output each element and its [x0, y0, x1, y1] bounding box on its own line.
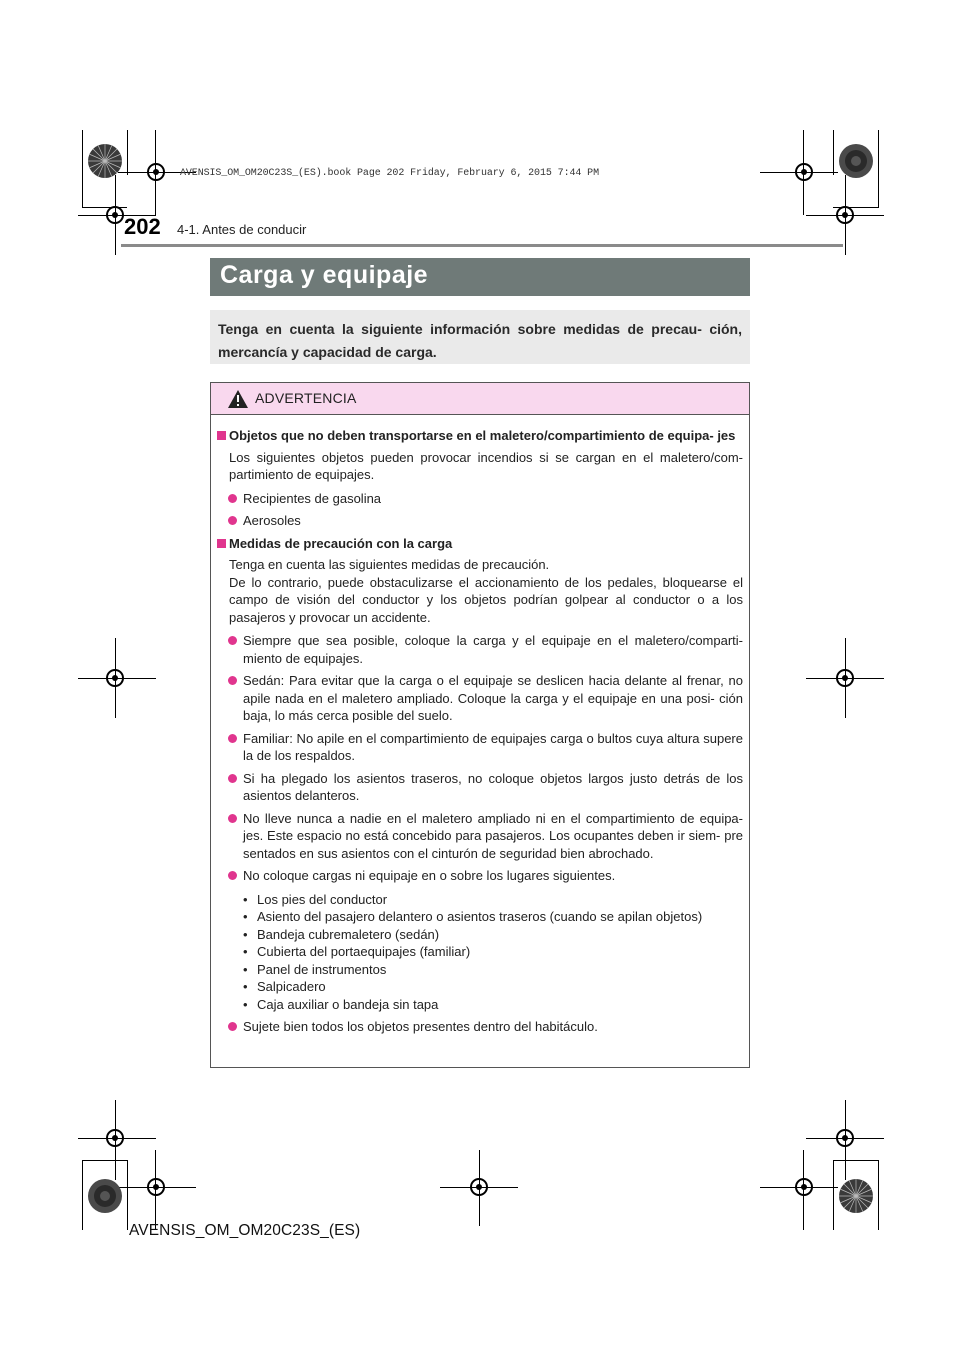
intro-box: [210, 310, 750, 364]
footer-document-code: AVENSIS_OM_OM20C23S_(ES): [129, 1222, 361, 1239]
registration-mark-icon: [830, 1123, 860, 1153]
list-item: [211, 810, 749, 863]
warning-triangle-icon: [227, 389, 249, 409]
list-item-text: Sujete bien todos los objetos presentes dentro del habitáculo.: [243, 1019, 598, 1034]
registration-mark-icon: [141, 1172, 171, 1202]
warning-label: ADVERTENCIA: [255, 390, 357, 406]
round-bullet-icon: [228, 774, 237, 783]
intro-text: Tenga en cuenta la siguiente información sobre medidas de precau- ción, mercancía y capacidad de carga.: [218, 321, 742, 360]
list-item: [211, 632, 749, 667]
round-bullet-icon: [228, 516, 237, 525]
list-item: [211, 672, 749, 725]
list-item: [211, 1018, 749, 1036]
print-info-line: AVENSIS_OM_OM20C23S_(ES).book Page 202 Friday, February 6, 2015 7:44 PM: [180, 168, 599, 179]
warning-header: [211, 383, 749, 415]
round-bullet-icon: [228, 871, 237, 880]
page-number: 202: [124, 214, 161, 239]
list-item-text: Recipientes de gasolina: [243, 490, 382, 506]
round-bullet-icon: [228, 814, 237, 823]
square-bullet-icon: [217, 431, 226, 440]
sub-list-item: • Asiento del pasajero delantero o asientos traseros (cuando se apilan objetos): [211, 908, 749, 926]
registration-mark-icon: [830, 663, 860, 693]
registration-mark-icon: [100, 1123, 130, 1153]
sub-list-item: • Cubierta del portaequipajes (familiar): [211, 943, 749, 961]
registration-mark-icon: [464, 1172, 494, 1202]
page-title-bar: [210, 258, 750, 296]
registration-mark-icon: [141, 157, 171, 187]
list-item: [211, 770, 749, 805]
header-rule: [121, 244, 843, 247]
registration-mark-icon: [789, 1172, 819, 1202]
warning-section-title: Medidas de precaución con la carga: [229, 535, 453, 551]
color-rosette-icon: [838, 1178, 874, 1214]
square-bullet-icon: [217, 539, 226, 548]
warning-paragraph: De lo contrario, puede obstaculizarse el accionamiento de los pedales, bloquearse el campo de visión del conductor y los objetos podrían golpear al conductor o a los pasajeros y provocar un accidente.: [229, 574, 743, 625]
sub-list-item: • Caja auxiliar o bandeja sin tapa: [211, 996, 749, 1014]
sub-list-item: • Panel de instrumentos: [211, 961, 749, 979]
list-item-text: Sedán: Para evitar que la carga o el equipaje se deslicen hacia delante al frenar, no apile nada en el maletero ampliado. Coloque la carga y el equipaje en una posi- ción baja, lo más cerca posible del suelo.: [243, 673, 743, 723]
round-bullet-icon: [228, 676, 237, 685]
warning-paragraph: Los siguientes objetos pueden provocar incendios si se cargan en el maletero/com- partimiento de equipajes.: [229, 449, 743, 482]
list-item: [211, 490, 749, 508]
list-item-text: Siempre que sea posible, coloque la carga y el equipaje en el maletero/comparti- miento de equipajes.: [243, 633, 743, 666]
section-label: 4-1. Antes de conducir: [177, 222, 307, 237]
registration-mark-icon: [789, 157, 819, 187]
list-item: [211, 730, 749, 765]
page-title: Carga y equipaje: [220, 261, 429, 289]
sub-list-item: • Salpicadero: [211, 978, 749, 996]
sub-list: [211, 891, 749, 1014]
list-item-text: Aerosoles: [243, 513, 301, 528]
round-bullet-icon: [228, 1022, 237, 1031]
list-item: [211, 867, 749, 885]
list-item-text: Familiar: No apile en el compartimiento de equipajes carga o bultos cuya altura supere la de los respaldos.: [243, 730, 743, 763]
sub-list-item: • Bandeja cubremaletero (sedán): [211, 926, 749, 944]
color-rosette-icon: [87, 143, 123, 179]
color-rosette-icon: [838, 143, 874, 179]
list-item-text: No lleve nunca a nadie en el maletero ampliado ni en el compartimiento de equipa- jes. Este espacio no está concebido para pasajeros. Los ocupantes deben ir siem- pre sentados en sus asientos con el cinturón de seguridad bien abrochado.: [243, 810, 743, 861]
color-rosette-icon: [87, 1178, 123, 1214]
warning-section: [211, 427, 749, 445]
sub-list-item: • Los pies del conductor: [211, 891, 749, 909]
registration-mark-icon: [830, 200, 860, 230]
registration-mark-icon: [100, 663, 130, 693]
warning-section: [211, 535, 749, 553]
warning-body: [211, 427, 749, 1041]
warning-box: [210, 382, 750, 1068]
list-item-text: No coloque cargas ni equipaje en o sobre los lugares siguientes.: [243, 868, 616, 883]
warning-paragraph: Tenga en cuenta las siguientes medidas de precaución.: [229, 557, 550, 572]
round-bullet-icon: [228, 494, 237, 503]
list-item-text: Si ha plegado los asientos traseros, no coloque objetos largos justo detrás de los asientos delanteros.: [243, 770, 743, 803]
warning-section-title: Objetos que no deben transportarse en el maletero/compartimiento de equipa- jes: [229, 428, 736, 443]
round-bullet-icon: [228, 636, 237, 645]
round-bullet-icon: [228, 734, 237, 743]
list-item: [211, 512, 749, 530]
